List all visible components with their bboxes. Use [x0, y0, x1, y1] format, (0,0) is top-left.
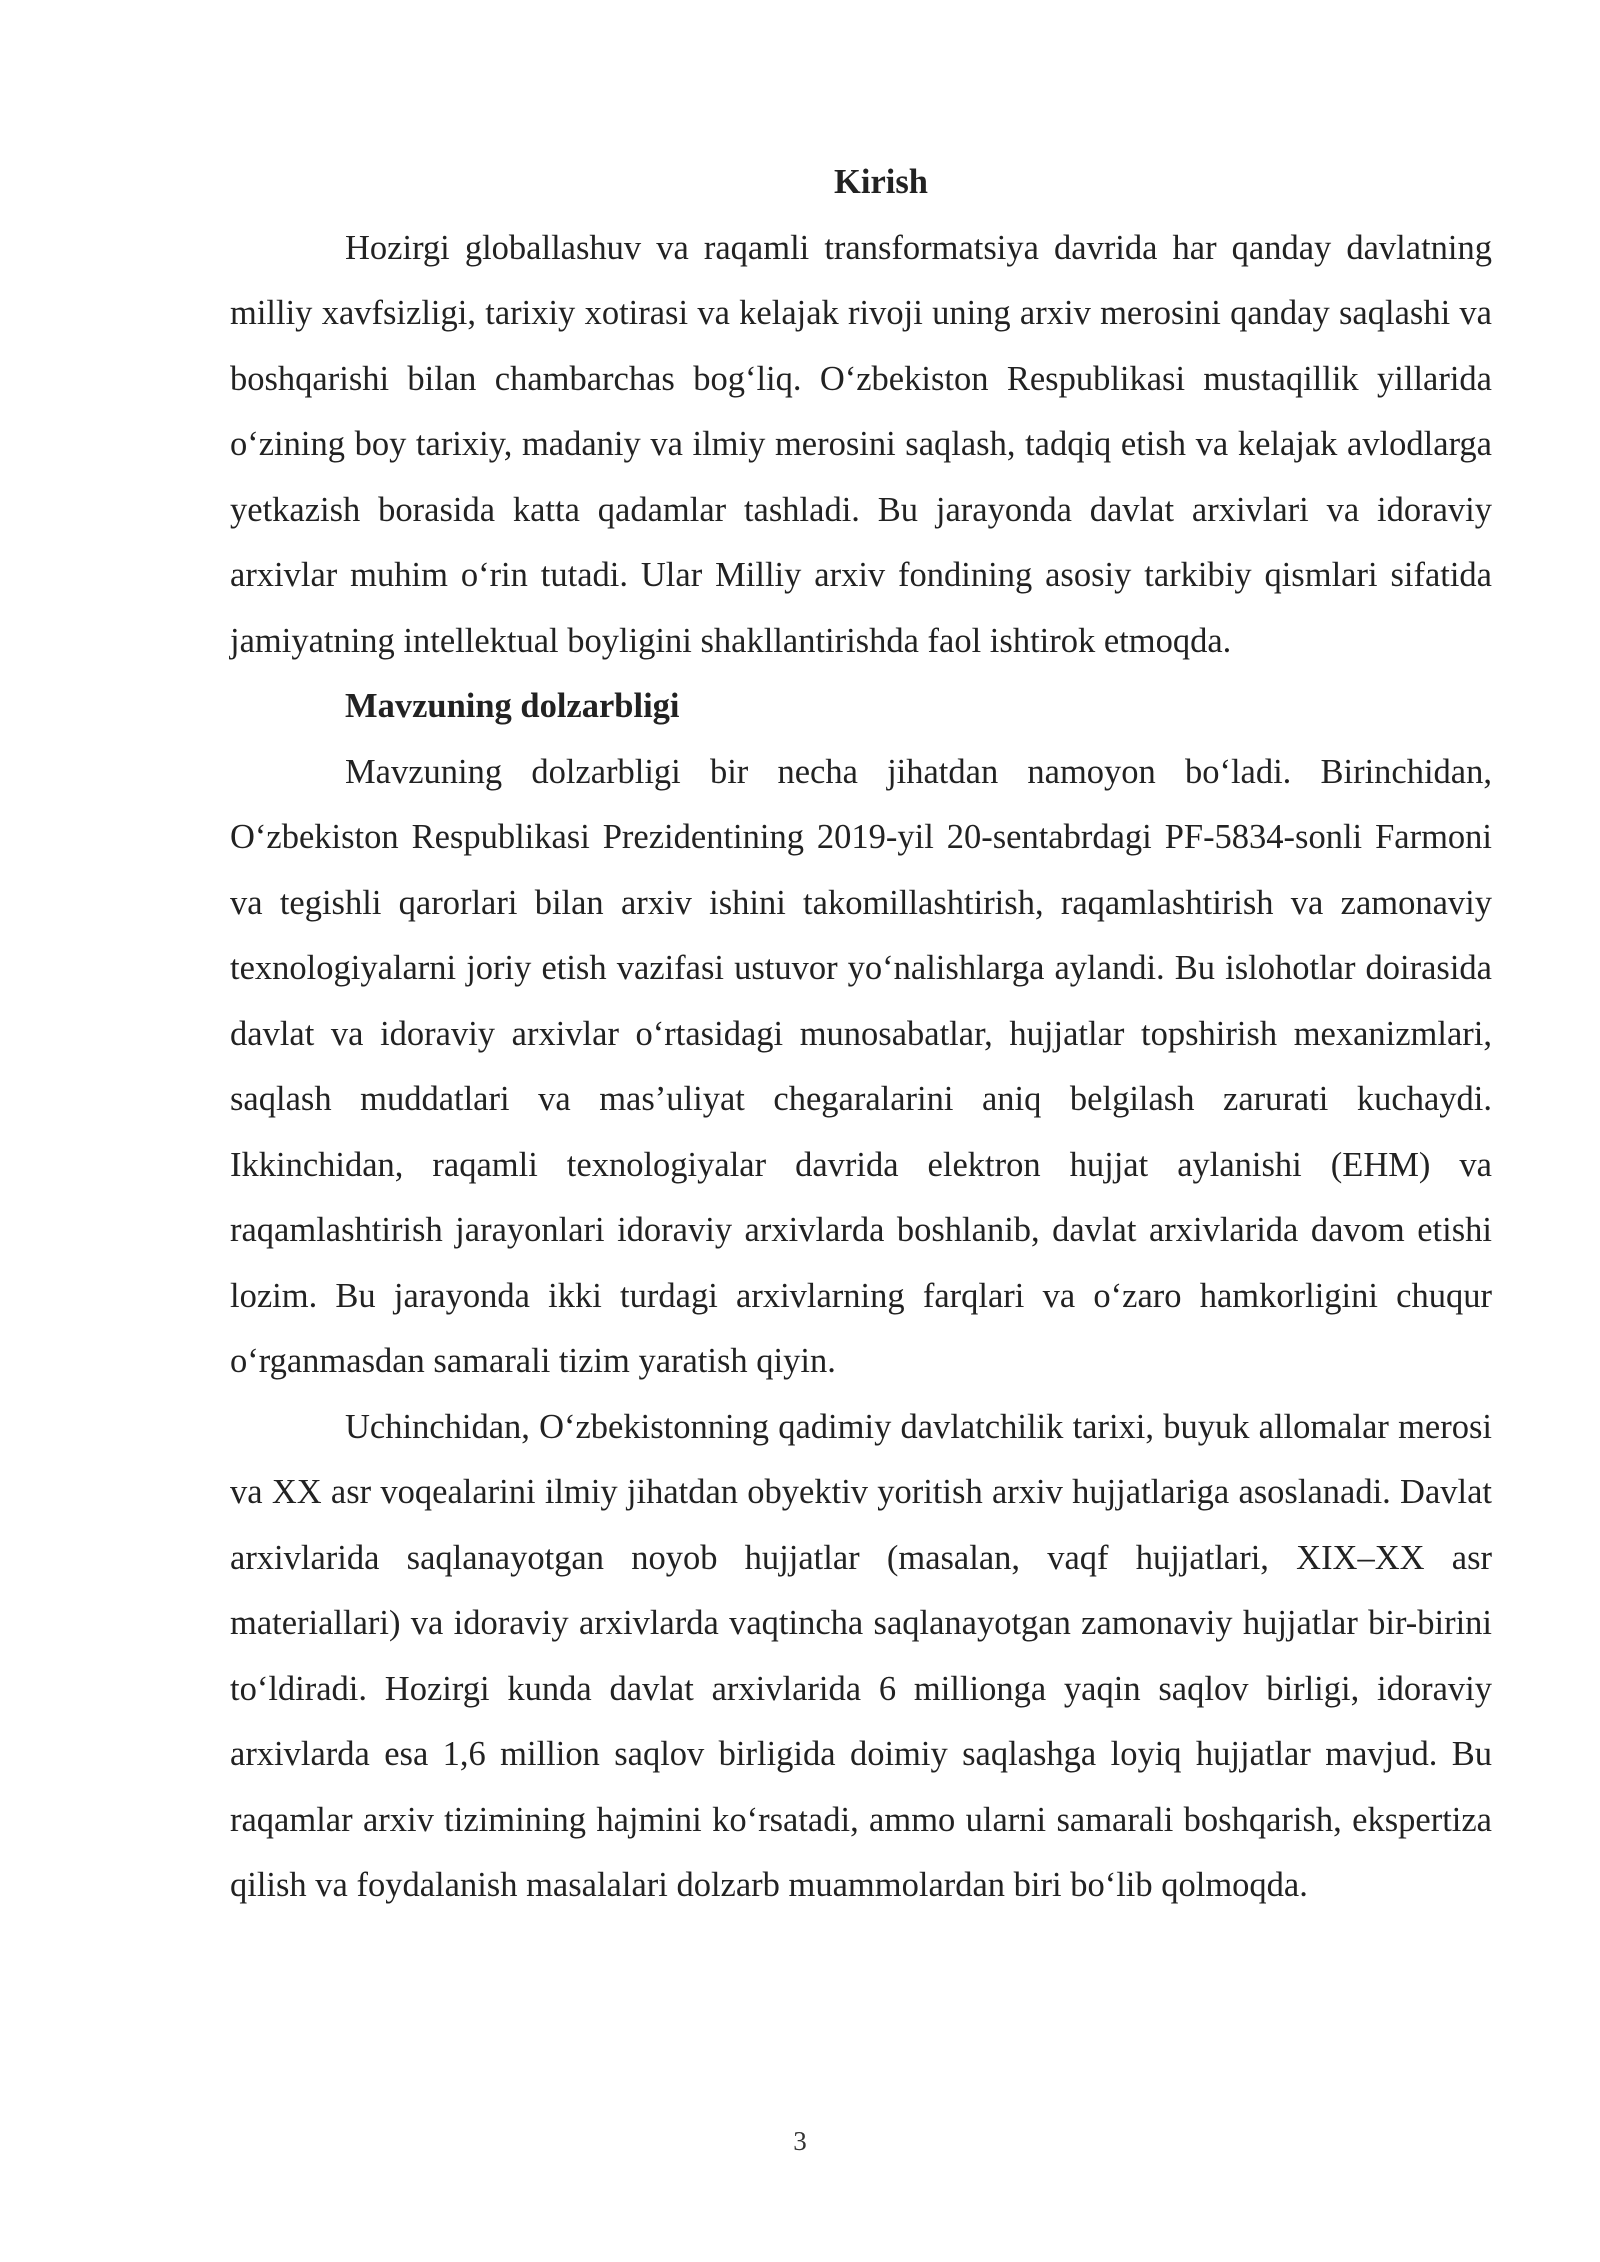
intro-paragraph: Hozirgi globallashuv va raqamli transformatsiya davrida har qanday davlatning milliy xavfsizligi, tarixiy xotirasi va kelajak rivoji uning arxiv merosini qanday saqlashi va boshqarishi bilan chambarchas bog‘liq. O‘zbekiston Respublikasi mustaqillik yillarida o‘zining boy tarixiy, madaniy va ilmiy merosini saqlash, tadqiq etish va kelajak avlodlarga yetkazish borasida katta qadamlar tashladi. Bu jarayonda davlat arxivlari va idoraviy arxivlar muhim o‘rin tutadi. Ular Milliy arxiv fondining asosiy tarkibiy qismlari sifatida jamiyatning intellektual boyligini shakllantirishda faol ishtirok etmoqda. [230, 228, 1492, 660]
page-number: 3 [793, 2126, 807, 2156]
relevance-paragraph: Mavzuning dolzarbligi bir necha jihatdan namoyon bo‘ladi. Birinchidan, O‘zbekiston Respublikasi Prezidentining 2019-yil 20-sentabrdagi PF-5834-sonli Farmoni va tegishli qarorlari bilan arxiv ishini takomillashtirish, raqamlashtirish va zamonaviy texnologiyalarni joriy etish vazifasi ustuvor yo‘nalishlarga aylandi. Bu islohotlar doirasida davlat va idoraviy arxivlar o‘rtasidagi munosabatlar, hujjatlar topshirish mexanizmlari, saqlash muddatlari va mas’uliyat chegaralarini aniq belgilash zarurati kuchaydi. Ikkinchidan, raqamli texnologiyalar davrida elektron hujjat aylanishi (EHM) va raqamlashtirish jarayonlari idoraviy arxivlarda boshlanib, davlat arxivlarida davom etishi lozim. Bu jarayonda ikki turdagi arxivlarning farqlari va o‘zaro hamkorligini chuqur o‘rganmasdan samarali tizim yaratish qiyin. [230, 752, 1492, 1380]
document-page [230, 150, 1492, 1919]
section-heading: Kirish [834, 163, 928, 201]
subsection-heading: Mavzuning dolzarbligi [345, 687, 680, 725]
third-paragraph: Uchinchidan, O‘zbekistonning qadimiy davlatchilik tarixi, buyuk allomalar merosi va XX asr voqealarini ilmiy jihatdan obyektiv yoritish arxiv hujjatlariga asoslanadi. Davlat arxivlarida saqlanayotgan noyob hujjatlar (masalan, vaqf hujjatlari, XIX–XX asr materiallari) va idoraviy arxivlarda vaqtincha saqlanayotgan zamonaviy hujjatlar bir-birini to‘ldiradi. Hozirgi kunda davlat arxivlarida 6 millionga yaqin saqlov birligi, idoraviy arxivlarda esa 1,6 million saqlov birligida doimiy saqlashga loyiq hujjatlar mavjud. Bu raqamlar arxiv tizimining hajmini ko‘rsatadi, ammo ularni samarali boshqarish, ekspertiza qilish va foydalanish masalalari dolzarb muammolardan biri bo‘lib qolmoqda. [230, 1407, 1492, 1904]
